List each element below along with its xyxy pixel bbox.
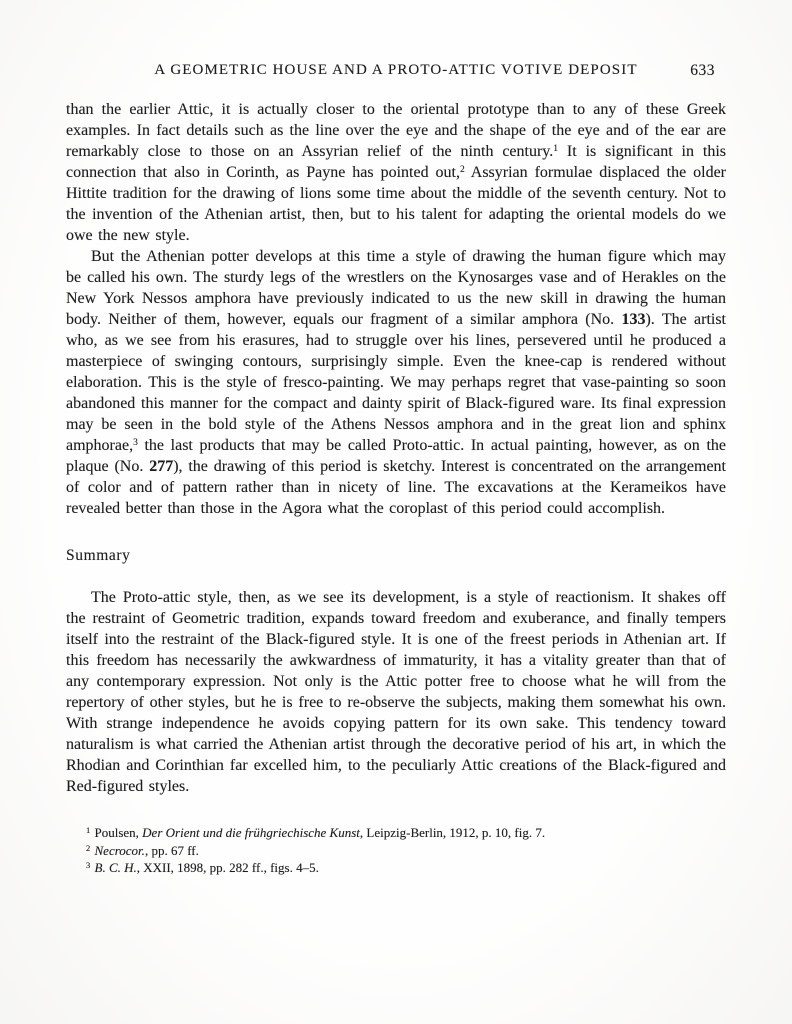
running-title: A GEOMETRIC HOUSE AND A PROTO-ATTIC VOTIVE DEPOSIT (154, 62, 638, 78)
continued-paragraph: than the earlier Attic, it is actually closer to the oriental prototype than to any of these Greek examples. In fact details such as the line over the eye and the shape of the eye and of the ear are remarkably close to those on an Assyrian relief of the ninth century.$^1$ It is significant in this connection that also in Corinth, as Payne has pointed out,$^2$ Assyrian formulae displaced the older Hittite tradition for the drawing of lions some time about the middle of the seventh century. Not to the invention of the Athenian artist, then, but to his talent for adapting the oriental models do we owe the new style. (66, 101, 727, 244)
footnotes (66, 824, 726, 877)
footnote-1: $^1$ Poulsen, Der Orient und die frühgriechische Kunst, Leipzig-Berlin, 1912, p. 10, fig. 7. (86, 825, 546, 840)
body-text (66, 99, 726, 877)
page-header (66, 62, 726, 82)
summary-paragraph: The Proto-attic style, then, as we see its development, is a style of reactionism. It shakes off the restraint of Geometric tradition, expands toward freedom and exuberance, and finally tempers itself into the restraint of the Black-figured style. It is one of the freest periods in Athenian art. If this freedom has necessarily the awkwardness of immaturity, it has a vitality greater than that of any contemporary expression. Not only is the Attic potter free to choose what he will from the repertory of other styles, but he is free to re-observe the subjects, making them somewhat his own. With strange independence he avoids copying pattern for its own sake. This tendency toward naturalism is what carried the Athenian artist through the decorative period of his art, in which the Rhodian and Corinthian far excelled him, to the peculiarly Attic creations of the Black-figured and Red-figured styles. (66, 589, 726, 795)
footnote-3: $^3$ B. C. H., XXII, 1898, pp. 282 ff., figs. 4–5. (86, 860, 319, 875)
page-number: 633 (690, 62, 715, 79)
footnote-2: $^2$ Necrocor., pp. 67 ff. (86, 842, 199, 858)
summary-heading: Summary (66, 547, 131, 564)
body-paragraph: But the Athenian potter develops at this time a style of drawing the human figure which may be called his own. The sturdy legs of the wrestlers on the Kynosarges vase and of Herakles on the New York Nessos amphora have previously indicated to us the new skill in drawing the human body. Neither of them, however, equals our fragment of a similar amphora (No. 133). The artist who, as we see from his erasures, had to struggle over his lines, persevered until he produced a masterpiece of swinging contours, surprisingly simple. Even the knee-cap is rendered without elaboration. This is the style of fresco-painting. We may perhaps regret that vase-painting so soon abandoned this manner for the compact and dainty spirit of Black-figured ware. Its final expression may be seen in the bold style of the Athens Nessos amphora and in the great lion and sphinx amphorae,$^3$ the last products that may be called Proto-attic. In actual painting, however, as on the plaque (No. 277), the drawing of this period is sketchy. Interest is concentrated on the arrangement of color and of pattern rather than in nicety of line. The excavations at the Kerameikos have revealed better than those in the Agora what the coroplast of this period could accomplish. (66, 248, 727, 517)
